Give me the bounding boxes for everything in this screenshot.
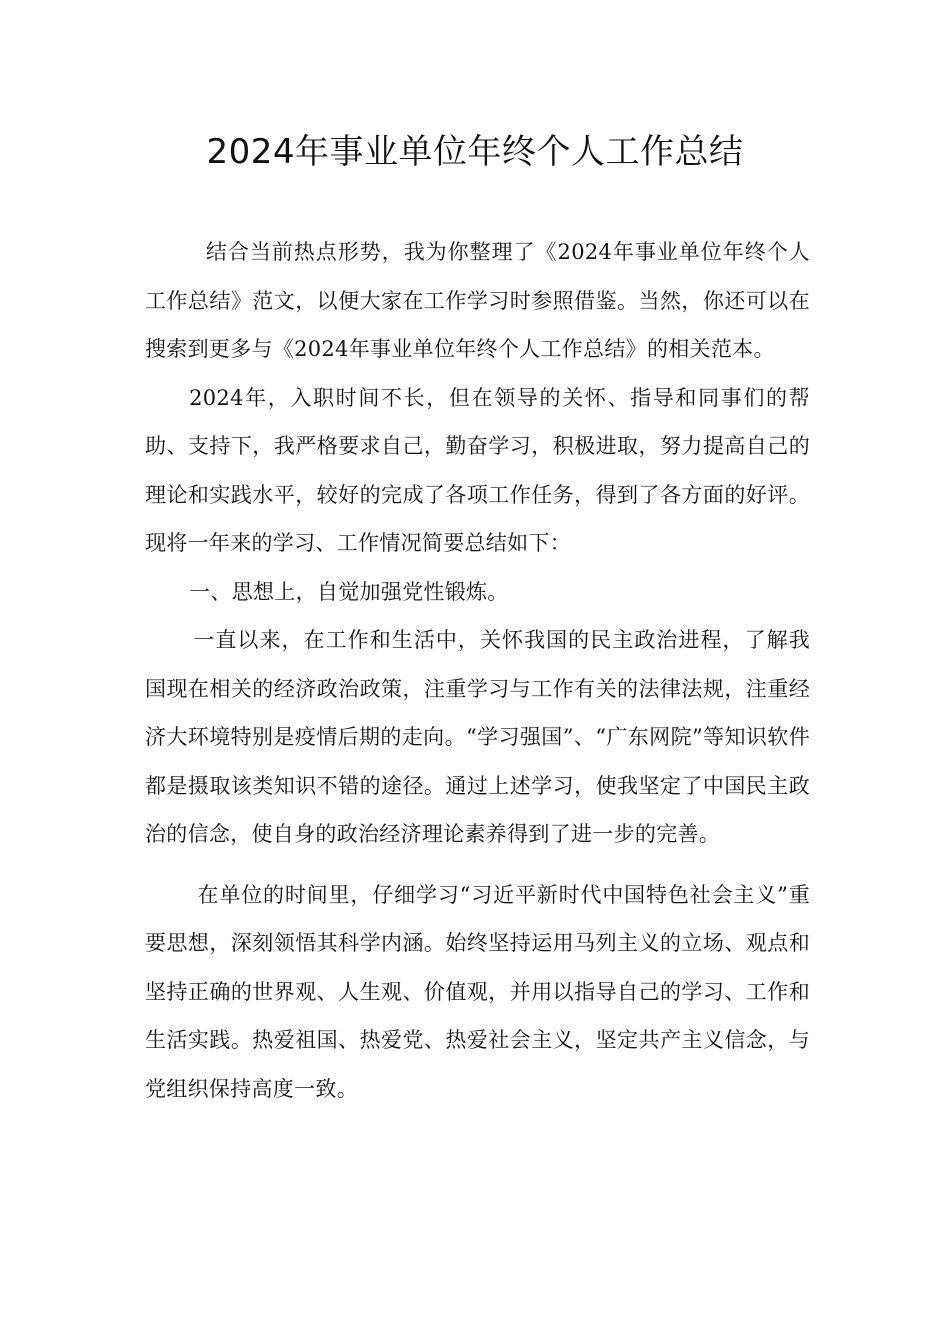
document-body [145, 228, 810, 1113]
paragraph-study: 一直以来，在工作和生活中，关怀我国的民主政治进程，了解我国现在相关的经济政治政策，注重学习与工作有关的法律法规，注重经济大环境特别是疫情后期的走向。“学习强国”、“广东网院”等知识软件都是摄取该类知识不错的途径。通过上述学习，使我坚定了中国民主政治的信念，使自身的政治经济理论素养得到了进一步的完善。 [145, 628, 810, 846]
paragraph-overview: 2024年，入职时间不长，但在领导的关怀、指导和同事们的帮助、支持下，我严格要求自己，勤奋学习，积极进取，努力提高自己的理论和实践水平，较好的完成了各项工作任务，得到了各方面的好评。现将一年来的学习、工作情况简要总结如下： [145, 385, 810, 555]
section-heading-ideology: 一、思想上，自觉加强党性锻炼。 [189, 579, 509, 604]
paragraph-intro: 结合当前热点形势，我为你整理了《2024年事业单位年终个人工作总结》范文，以便大家在工作学习时参照借鉴。当然，你还可以在搜索到更多与《2024年事业单位年终个人工作总结》的相关范本。 [145, 240, 810, 361]
document-title: 2024年事业单位年终个人工作总结 [206, 132, 744, 172]
paragraph-theory: 在单位的时间里，仔细学习“习近平新时代中国特色社会主义”重要思想，深刻领悟其科学内涵。始终坚持运用马列主义的立场、观点和坚持正确的世界观、人生观、价值观，并用以指导自己的学习、工作和生活实践。热爱祖国、热爱党、热爱社会主义，坚定共产主义信念，与党组织保持高度一致。 [145, 882, 810, 1101]
